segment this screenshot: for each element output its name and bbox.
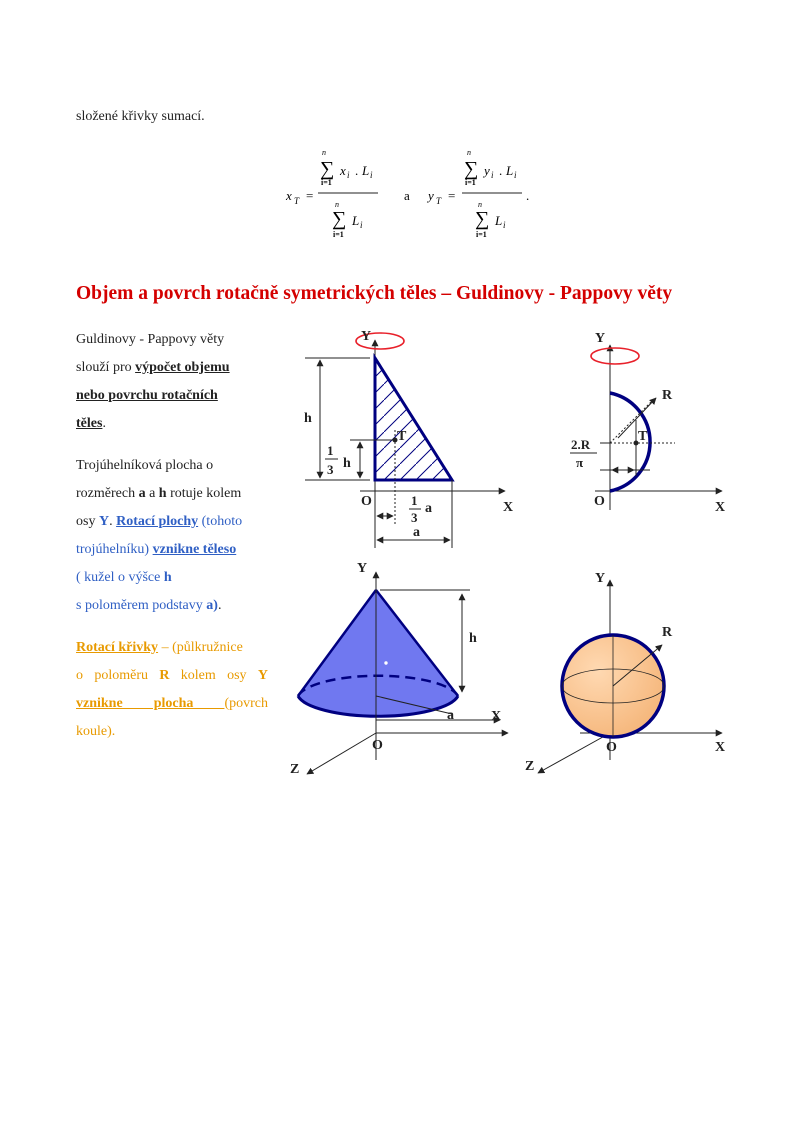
- cone-figure: [298, 572, 508, 774]
- fig2-label-y: Y: [595, 331, 606, 346]
- rotation-arrow-icon-2: [591, 348, 639, 364]
- formula-x-label: x: [286, 188, 292, 203]
- fig1-frac-3: 3: [327, 462, 334, 477]
- fig1-label-t: T: [397, 429, 407, 444]
- fig1-frac-3b: 3: [411, 510, 418, 525]
- fig4-label-y: Y: [595, 571, 606, 586]
- sum-bottom: i=1: [321, 178, 332, 187]
- formula-x-sub: T: [294, 196, 300, 206]
- cone-body: [298, 590, 458, 716]
- fig1-frac-1: 1: [327, 443, 334, 458]
- sum-top: n: [322, 148, 326, 157]
- num-L-2: L: [506, 163, 514, 178]
- p3-line2: o poloměru R kolem osy Y: [76, 668, 268, 683]
- section-heading: Objem a povrch rotačně symetrických těles – Guldinovy - Pappovy věty: [76, 283, 673, 304]
- intro-text: složené křivky sumací.: [76, 109, 205, 124]
- sum-top-2: n: [467, 148, 471, 157]
- sum-symbol: ∑: [320, 158, 335, 180]
- den-sum-top: n: [335, 200, 339, 209]
- p3-line4: koule).: [76, 724, 116, 739]
- p2-line6: s poloměrem podstavy a).: [76, 598, 222, 613]
- formula-y-sub: T: [436, 196, 442, 206]
- fig3-label-y: Y: [357, 561, 368, 576]
- volume-emphasis: výpočet objemu: [135, 360, 230, 375]
- p2-line4: trojúhelníku) vznikne těleso: [76, 542, 237, 557]
- triangle-area: [375, 358, 452, 480]
- den-sum-symbol-2: ∑: [475, 208, 490, 230]
- num-dot: .: [355, 163, 359, 178]
- den-L-2: L: [495, 213, 503, 228]
- formula-eq-2: =: [448, 188, 456, 203]
- fig2-frac-pi: π: [576, 455, 584, 470]
- fig4-label-o: O: [606, 740, 617, 755]
- p2-line1: Trojúhelníková plocha o: [76, 458, 214, 473]
- sum-symbol-2: ∑: [464, 158, 479, 180]
- fig1-label-x: X: [503, 500, 514, 515]
- fig4-label-r: R: [662, 625, 673, 640]
- fig1-label-h: h: [304, 411, 312, 426]
- fig1-label-a3: a: [425, 501, 432, 516]
- p1-line4: těles.: [76, 416, 106, 431]
- fig2-label-x: X: [715, 500, 726, 515]
- num-L-sub: i: [370, 170, 373, 180]
- fig2-frac-2r: 2.R: [571, 437, 591, 452]
- p1-line1: Guldinovy - Pappovy věty: [76, 332, 225, 347]
- fig3-label-x: X: [491, 709, 502, 724]
- fig3-label-h: h: [469, 631, 477, 646]
- sphere-figure: [538, 580, 722, 773]
- semicircle-figure: [591, 345, 722, 510]
- fig4-label-x: X: [715, 740, 726, 755]
- p1-line2: slouží pro výpočet objemu: [76, 360, 230, 375]
- fig4-label-z: Z: [525, 759, 535, 774]
- formula-end: .: [526, 188, 530, 203]
- num-L-sub-2: i: [514, 170, 517, 180]
- fig1-label-o: O: [361, 494, 372, 509]
- fig2-label-t: T: [638, 429, 648, 444]
- den-L-sub: i: [360, 220, 363, 230]
- num-var-sub: i: [347, 170, 350, 180]
- fig3-label-a: a: [447, 708, 454, 723]
- fig2-label-r: R: [662, 388, 673, 403]
- den-L: L: [352, 213, 360, 228]
- p2-line5: ( kužel o výšce h: [76, 570, 172, 585]
- p2-line2: rozměrech a a h rotuje kolem: [76, 486, 242, 501]
- fig2-label-o: O: [594, 494, 605, 509]
- fig1-frac-1b: 1: [411, 493, 418, 508]
- fig1-label-a: a: [413, 525, 420, 540]
- fig3-label-o: O: [372, 738, 383, 753]
- fig3-label-z: Z: [290, 762, 300, 777]
- fig1-label-y: Y: [361, 329, 372, 344]
- p2-line3: osy Y. Rotací plochy (tohoto: [76, 514, 243, 529]
- num-var-2: y: [484, 163, 490, 178]
- den-sum-symbol: ∑: [332, 208, 347, 230]
- num-var-sub-2: i: [491, 170, 494, 180]
- num-var: x: [340, 163, 346, 178]
- sum-bottom-2: i=1: [465, 178, 476, 187]
- den-sum-top-2: n: [478, 200, 482, 209]
- p1-line3: nebo povrchu rotačních: [76, 388, 218, 403]
- p3-line3: vznikne plocha (povrch: [76, 696, 268, 711]
- formula-conj: a: [404, 188, 410, 203]
- num-dot-2: .: [499, 163, 503, 178]
- num-L: L: [362, 163, 370, 178]
- den-sum-bottom-2: i=1: [476, 230, 487, 239]
- fig1-label-h3: h: [343, 456, 351, 471]
- p3-line1: Rotací křivky – (půlkružnice: [76, 640, 243, 655]
- den-L-sub-2: i: [503, 220, 506, 230]
- formula-eq: =: [306, 188, 314, 203]
- formula-y-label: y: [428, 188, 434, 203]
- den-sum-bottom: i=1: [333, 230, 344, 239]
